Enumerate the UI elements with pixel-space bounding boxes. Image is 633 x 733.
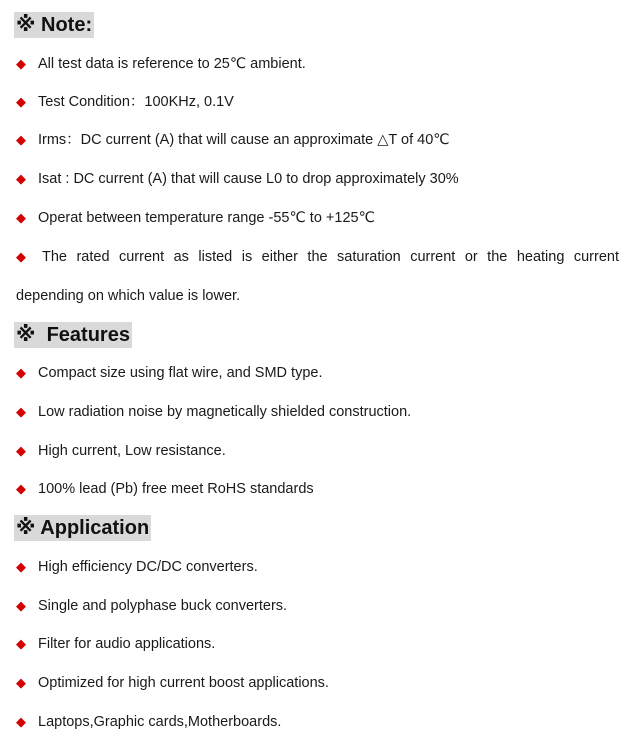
diamond-bullet-icon: ◆	[16, 559, 26, 574]
feature-item: ◆ Low radiation noise by magnetically shielded construction.	[16, 404, 412, 420]
reference-mark-icon: ※	[16, 14, 36, 36]
diamond-bullet-icon: ◆	[16, 636, 26, 651]
diamond-bullet-icon: ◆	[16, 598, 26, 613]
note-item: ◆ Isat : DC current (A) that will cause L0 to drop approximately 30%	[16, 171, 459, 187]
feature-item: ◆ Compact size using flat wire, and SMD type.	[16, 365, 323, 381]
note-item: ◆ Irms：DC current (A) that will cause an approximate △T of 40℃	[16, 132, 450, 148]
diamond-bullet-icon: ◆	[16, 404, 26, 419]
application-title: Application	[40, 517, 150, 539]
note-title: Note:	[41, 14, 93, 36]
note-item: ◆ Test Condition：100KHz, 0.1V	[16, 94, 234, 110]
diamond-bullet-icon: ◆	[16, 714, 26, 729]
reference-mark-icon: ※	[16, 517, 36, 539]
application-heading	[14, 515, 151, 541]
features-title: Features	[46, 324, 130, 346]
diamond-bullet-icon: ◆	[16, 210, 26, 225]
note-heading	[14, 12, 94, 38]
note-item: ◆ The rated current as listed is either the saturation current or the heating current	[16, 249, 619, 265]
diamond-bullet-icon: ◆	[16, 481, 26, 496]
note-item-continuation: depending on which value is lower.	[16, 288, 241, 304]
diamond-bullet-icon: ◆	[16, 56, 26, 71]
reference-mark-icon: ※	[16, 324, 36, 346]
application-item: ◆ Laptops,Graphic cards,Motherboards.	[16, 714, 282, 730]
diamond-bullet-icon: ◆	[16, 249, 26, 264]
application-item: ◆ Single and polyphase buck converters.	[16, 598, 288, 614]
note-item: ◆ All test data is reference to 25℃ ambient.	[16, 56, 306, 72]
diamond-bullet-icon: ◆	[16, 171, 26, 186]
diamond-bullet-icon: ◆	[16, 675, 26, 690]
application-item: ◆ Optimized for high current boost applications.	[16, 675, 329, 691]
diamond-bullet-icon: ◆	[16, 443, 26, 458]
note-item: ◆ Operat between temperature range -55℃ to +125℃	[16, 210, 375, 226]
feature-item: ◆ High current, Low resistance.	[16, 443, 226, 459]
feature-item: ◆ 100% lead (Pb) free meet RoHS standards	[16, 481, 314, 497]
application-item: ◆ High efficiency DC/DC converters.	[16, 559, 258, 575]
application-item: ◆ Filter for audio applications.	[16, 636, 216, 652]
diamond-bullet-icon: ◆	[16, 94, 26, 109]
features-heading	[14, 322, 132, 348]
diamond-bullet-icon: ◆	[16, 365, 26, 380]
diamond-bullet-icon: ◆	[16, 132, 26, 147]
